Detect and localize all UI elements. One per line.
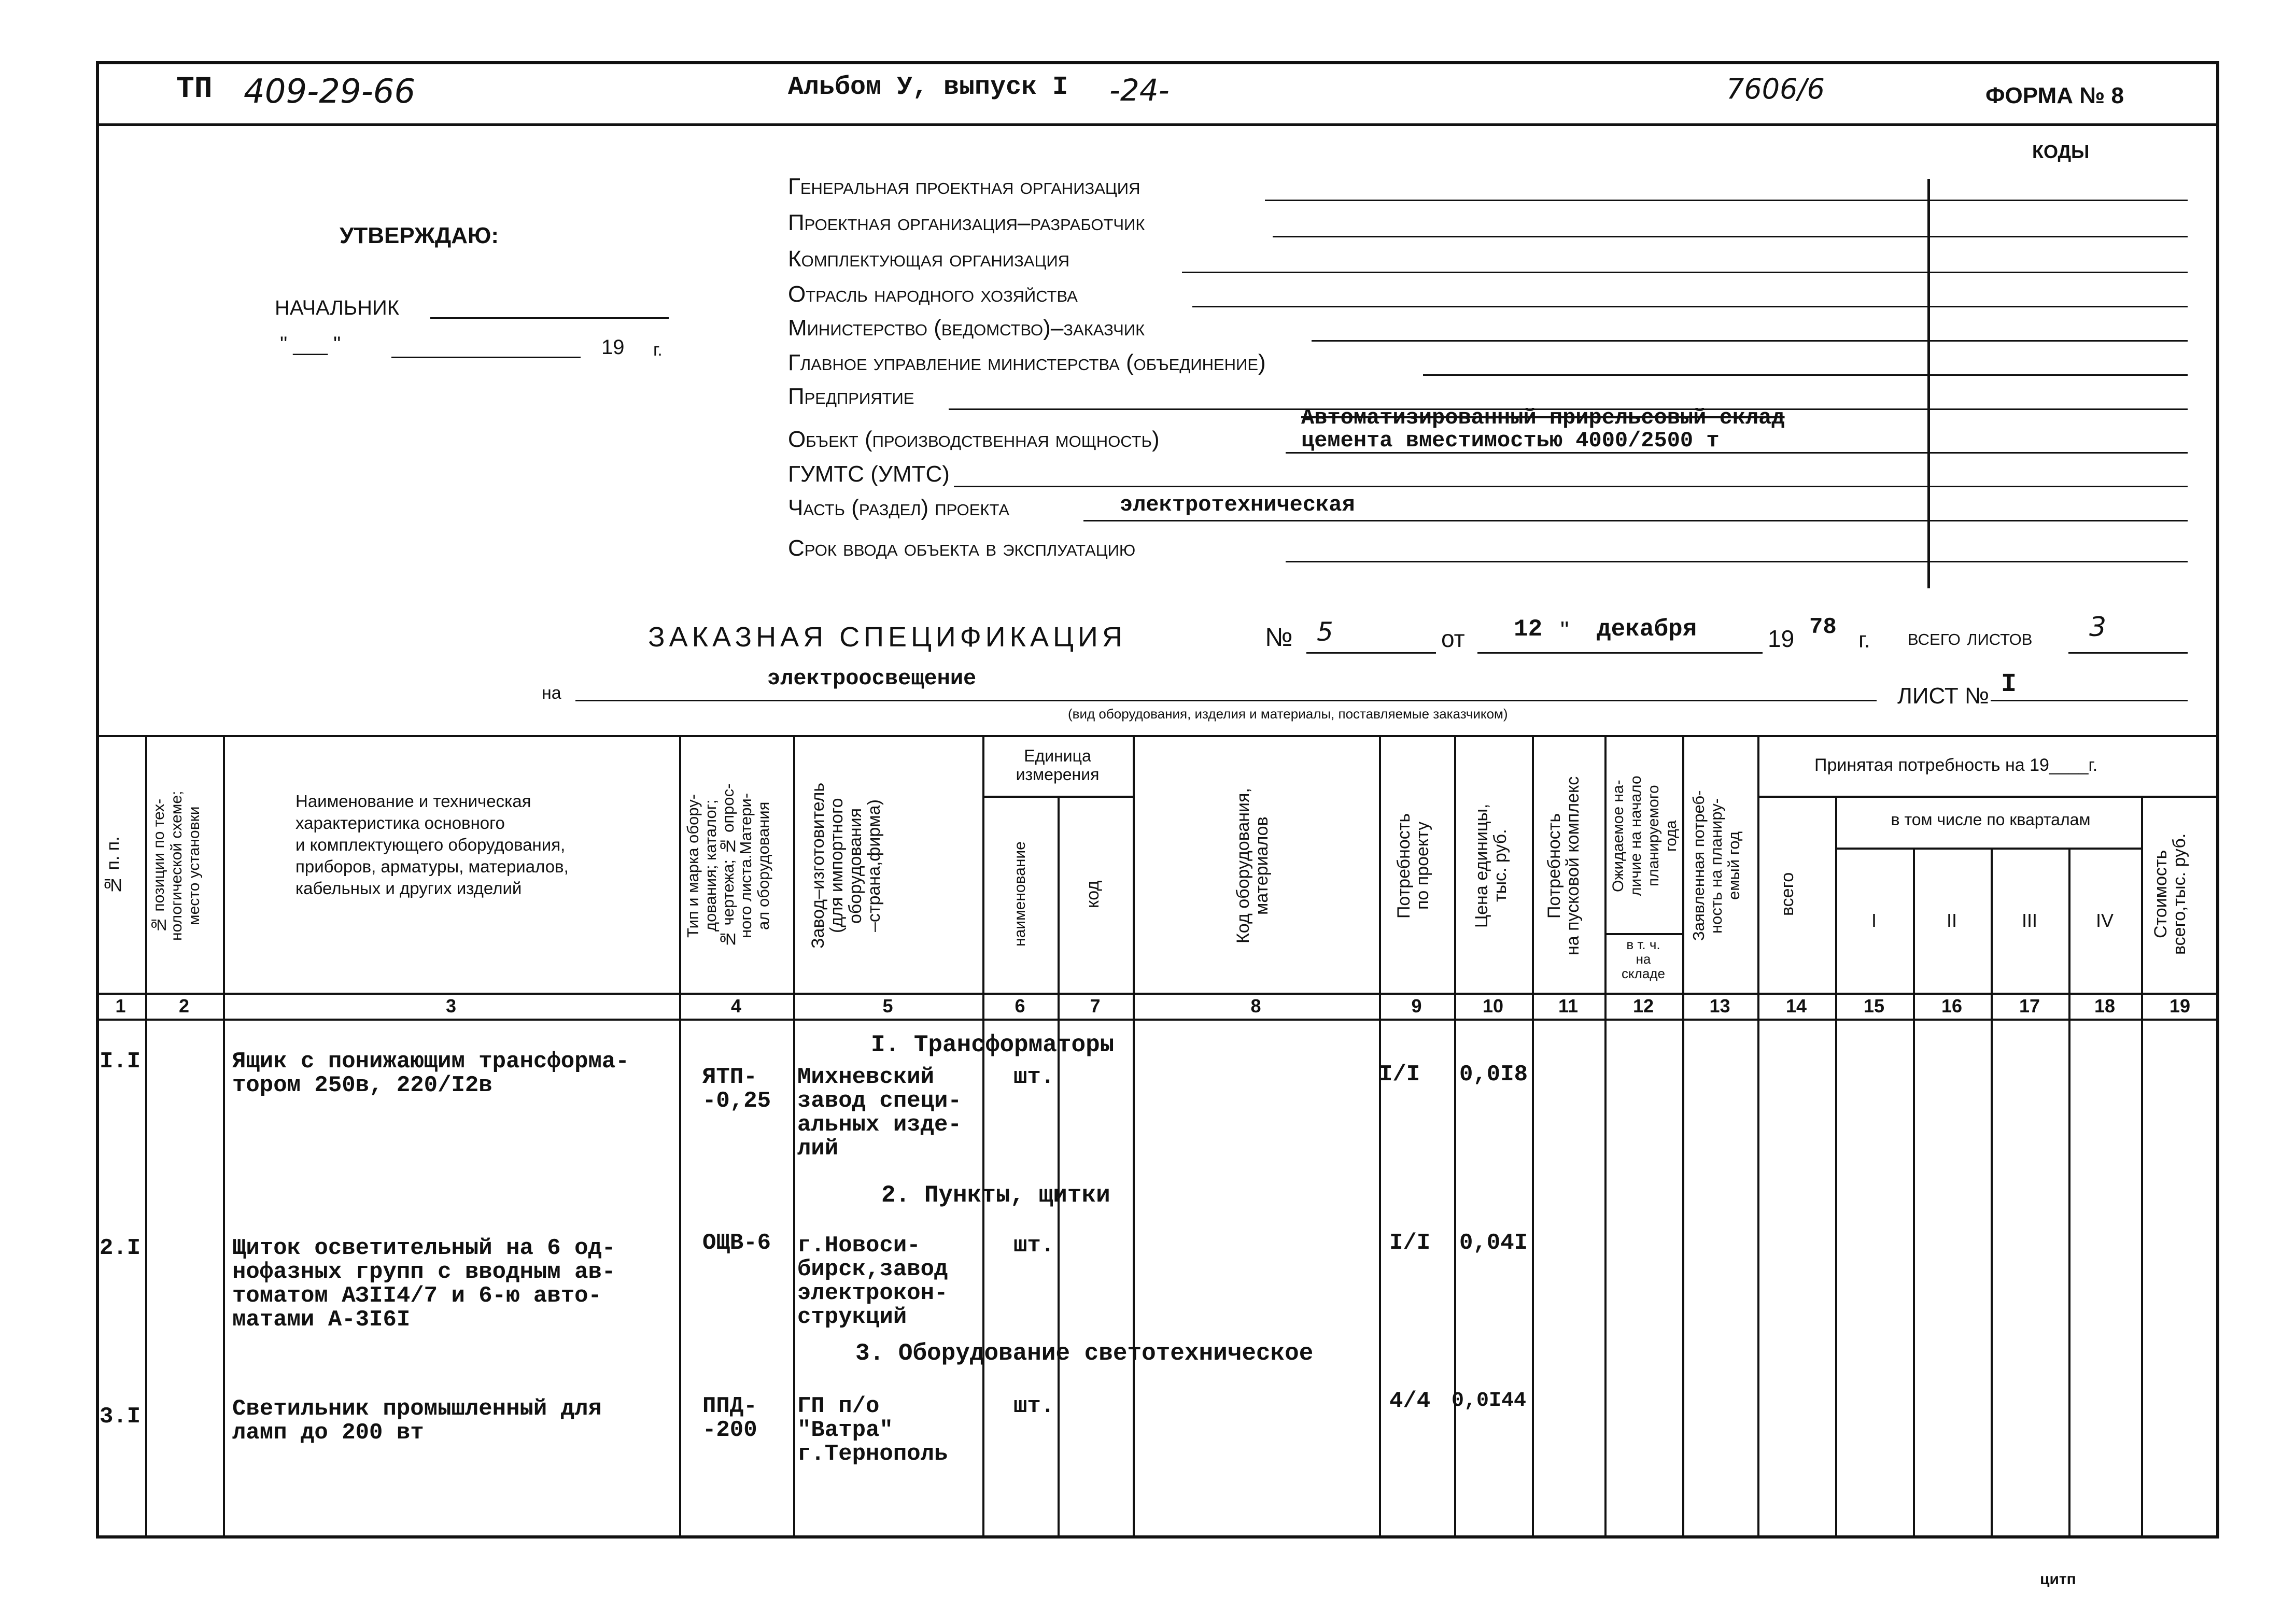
part-line <box>1083 520 2188 521</box>
total-sheets-value: 3 <box>2089 612 2107 643</box>
col-number-5: 5 <box>882 995 893 1017</box>
table-number-row-divider <box>96 1019 2219 1021</box>
row3-maker: ГП п/о "Ватра" г.Тернополь <box>797 1393 948 1467</box>
col-number-2: 2 <box>178 995 190 1017</box>
complete-org-line <box>1182 272 2188 273</box>
col-header-12: Ожидаемое на- личие на начало планируемого года <box>1610 775 1680 896</box>
col-number-14: 14 <box>1785 995 1807 1017</box>
col-header-9: Потребность по проекту <box>1394 813 1432 919</box>
unit-header: Единица измерения <box>1016 746 1100 784</box>
total-sheets-label: всего листов <box>1908 625 2033 650</box>
col-divider-4 <box>793 735 795 1539</box>
row3-need: 4/4 <box>1389 1388 1431 1414</box>
row2-name: Щиток осветительный на 6 од- нофазных групп с вводным ав- томатом АЗII4/7 и 6-ю авто- матами А-3I6I <box>232 1235 616 1333</box>
row3-price: 0,0I44 <box>1452 1389 1527 1413</box>
row3-type: ППД- -200 <box>702 1393 757 1443</box>
col-number-4: 4 <box>730 995 742 1017</box>
quarters-header: в том числе по кварталам <box>1891 810 2091 829</box>
col-header-19: Стоимость всего,тыс. руб. <box>2151 833 2189 955</box>
spec-title: ЗАКАЗНАЯ СПЕЦИФИКАЦИЯ <box>648 622 1126 653</box>
general-org-label: Генеральная проектная организация <box>788 174 1140 199</box>
chief-signature-line <box>430 317 669 319</box>
quarters-header-divider <box>1835 848 2141 850</box>
section-heading-1: I. Трансформаторы <box>871 1032 1115 1059</box>
col-number-3: 3 <box>445 995 457 1017</box>
col-divider-3 <box>679 735 681 1539</box>
col-header-5: Завод–изготовитель (для импортного оборудования –страна,фирма) <box>808 782 884 949</box>
col-number-11: 11 <box>1558 995 1579 1017</box>
col-divider-11 <box>1604 735 1607 1539</box>
total-sheets-line <box>2068 652 2188 654</box>
chief-label: НАЧАЛЬНИК <box>275 297 400 319</box>
tp-label: ТП <box>176 73 213 106</box>
row2-unit: шт. <box>1013 1233 1055 1259</box>
enterprise-label: Предприятие <box>788 384 914 409</box>
accepted-header: Принятая потребность на 19____г. <box>1814 755 2098 775</box>
col-header-12-stock: в т. ч. на складе <box>1622 937 1665 981</box>
col-divider-7 <box>1133 735 1135 1539</box>
row3-name: Светильник промышленный для ламп до 200 вт <box>232 1396 602 1446</box>
footer-stamp: цитп <box>2040 1571 2076 1588</box>
col-number-6: 6 <box>1015 995 1025 1017</box>
row1-number: I.I <box>100 1049 141 1075</box>
object-label: Объект (производственная мощность) <box>788 427 1160 452</box>
col-number-7: 7 <box>1090 995 1101 1017</box>
spec-quote: " <box>1560 616 1569 643</box>
col-header-10: Цена единицы, тыс. руб. <box>1472 803 1510 928</box>
ministry-line <box>1312 340 2188 342</box>
ministry-label: Министерство (ведомство)–заказчик <box>788 315 1145 341</box>
col-divider-5 <box>982 735 984 1539</box>
spec-year-value: 78 <box>1809 614 1837 640</box>
col-number-8: 8 <box>1250 995 1261 1017</box>
spec-date-line <box>1477 652 1763 654</box>
col-header-15: I <box>1871 910 1877 931</box>
col-header-4: Тип и марка обору- дования; каталог; № чертежа; № опрос- ного листа.Матери- ал оборудования <box>684 783 772 948</box>
col-header-17: III <box>2021 910 2037 931</box>
stock-header-divider <box>1604 933 1682 935</box>
object-line <box>1286 452 2188 454</box>
page-number: -24- <box>1109 73 1170 108</box>
col-header-2: № позиции по тех- нологической схеме; место установки <box>150 791 203 941</box>
industry-line <box>1192 306 2188 307</box>
object-value-2: цемента вместимостью 4000/2500 т <box>1301 428 1720 453</box>
col-header-8: Код оборудования, материалов <box>1233 788 1272 943</box>
col-divider-18 <box>2141 796 2143 1539</box>
table-top-border <box>96 735 2219 737</box>
row3-unit: шт. <box>1013 1393 1055 1419</box>
row2-maker: г.Новоси- бирск,завод электрокон- струкций <box>797 1233 948 1330</box>
codes-column-divider <box>1927 179 1930 588</box>
row1-name: Ящик с понижающим трансформа- тором 250в, 220/I2в <box>232 1049 629 1098</box>
col-number-10: 10 <box>1482 995 1504 1017</box>
col-number-17: 17 <box>2019 995 2040 1017</box>
main-dept-line <box>1423 374 2188 376</box>
row1-maker: Михневский завод специ- альных изде- лий <box>797 1064 962 1162</box>
album-info: Альбом У, выпуск I <box>788 73 1068 102</box>
spec-year-prefix: 19 <box>1768 625 1795 652</box>
design-org-line <box>1273 236 2188 237</box>
col-header-11: Потребность на пусковой комплекс <box>1544 776 1583 955</box>
col-divider-12 <box>1682 735 1684 1539</box>
spec-no-value: 5 <box>1317 617 1333 647</box>
col-divider-9 <box>1454 735 1456 1539</box>
spec-no-label: № <box>1265 623 1293 652</box>
col-divider-2 <box>223 735 225 1539</box>
spec-month: декабря <box>1597 616 1697 643</box>
deadline-line <box>1286 561 2188 562</box>
tp-number: 409-29-66 <box>244 73 416 111</box>
form-number: ФОРМА № 8 <box>1985 83 2124 108</box>
row1-unit: шт. <box>1013 1064 1055 1090</box>
sheet-label: ЛИСТ № <box>1897 683 1990 709</box>
col-header-14: всего <box>1778 872 1797 916</box>
row2-type: ОЩВ-6 <box>702 1230 771 1256</box>
design-org-label: Проектная организация–разработчик <box>788 210 1145 235</box>
col-header-6: наименование <box>1011 841 1029 947</box>
part-value: электротехническая <box>1120 492 1355 517</box>
row1-type: ЯТП- -0,25 <box>702 1064 771 1114</box>
spec-day: 12 <box>1514 616 1543 643</box>
col-divider-17 <box>2068 848 2070 1539</box>
codes-label: КОДЫ <box>2032 141 2090 162</box>
complete-org-label: Комплектующая организация <box>788 246 1070 272</box>
spec-on-line <box>575 700 1877 701</box>
row1-price: 0,0I8 <box>1459 1062 1528 1088</box>
col-number-18: 18 <box>2094 995 2116 1017</box>
spec-on-value: электроосвещение <box>767 666 977 691</box>
col-divider-8 <box>1379 735 1381 1539</box>
col-divider-14 <box>1835 796 1837 1539</box>
date-line <box>391 357 581 358</box>
col-divider-6 <box>1058 796 1060 1539</box>
col-number-9: 9 <box>1411 995 1422 1017</box>
main-dept-label: Главное управление министерства (объединение) <box>788 350 1266 375</box>
part-label: Часть (раздел) проекта <box>788 495 1010 520</box>
table-header-divider <box>96 993 2219 995</box>
year-suffix: г. <box>653 340 663 360</box>
accepted-header-divider <box>1757 796 2219 798</box>
industry-label: Отрасль народного хозяйства <box>788 281 1078 307</box>
col-number-12: 12 <box>1632 995 1654 1017</box>
col-header-1: № п. п. <box>103 836 123 895</box>
col-number-16: 16 <box>1941 995 1963 1017</box>
col-header-7: код <box>1083 880 1103 908</box>
col-divider-16 <box>1991 848 1993 1539</box>
spec-from-label: от <box>1441 625 1465 652</box>
col-divider-13 <box>1757 735 1759 1539</box>
row2-need: I/I <box>1389 1230 1431 1256</box>
gumts-line <box>954 486 2188 487</box>
sheet-line <box>1991 700 2188 701</box>
col-divider-1 <box>145 735 147 1539</box>
object-value-1: Автоматизированный прирельсовый склад <box>1301 405 1785 430</box>
unit-header-divider <box>982 796 1133 798</box>
spec-on-label: на <box>542 683 561 703</box>
col-header-18: IV <box>2095 910 2114 931</box>
col-header-16: II <box>1946 910 1957 931</box>
approve-label: УТВЕРЖДАЮ: <box>340 223 499 248</box>
col-header-3: Наименование и техническая характеристика основного и комплектующего оборудования, приборов, арматуры, материалов, кабельных и других изделий <box>295 792 569 898</box>
gumts-label: ГУМТС (УМТС) <box>788 461 950 487</box>
section-heading-3: 3. Оборудование светотехническое <box>855 1340 1314 1367</box>
header-divider <box>96 123 2219 126</box>
col-number-1: 1 <box>115 995 126 1017</box>
col-number-13: 13 <box>1709 995 1730 1017</box>
col-number-19: 19 <box>2169 995 2191 1017</box>
col-header-13: Заявленная потреб- ность на планиру- емый год <box>1689 790 1743 941</box>
section-heading-2: 2. Пункты, щитки <box>881 1182 1110 1209</box>
row1-need: I/I <box>1379 1062 1420 1088</box>
col-number-15: 15 <box>1863 995 1885 1017</box>
year-prefix: 19 <box>601 336 625 359</box>
general-org-line <box>1265 200 2188 201</box>
col-divider-15 <box>1913 848 1915 1539</box>
row2-price: 0,04I <box>1459 1230 1528 1256</box>
col-divider-10 <box>1532 735 1534 1539</box>
deadline-label: Срок ввода объекта в эксплуатацию <box>788 535 1136 561</box>
spec-year-suffix: г. <box>1858 627 1870 653</box>
spec-no-line <box>1306 652 1436 654</box>
spec-on-note: (вид оборудования, изделия и материалы, поставляемые заказчиком) <box>1068 706 1508 722</box>
date-quote: " ___ " <box>280 333 341 356</box>
row3-number: 3.I <box>100 1404 141 1430</box>
row2-number: 2.I <box>100 1235 141 1261</box>
sheet-code: 7606/6 <box>1726 73 1825 105</box>
sheet-value: I <box>2001 670 2017 699</box>
